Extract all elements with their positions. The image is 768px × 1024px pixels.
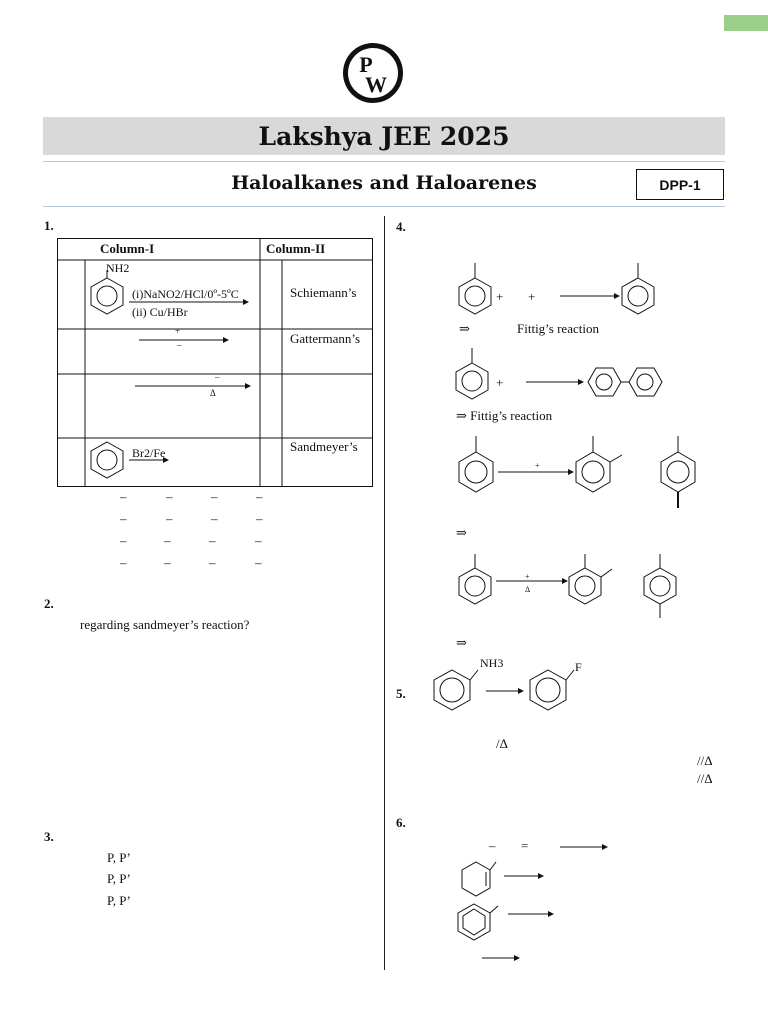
q1-number: 1. <box>44 218 54 233</box>
chapter-title: Haloalkanes and Haloarenes <box>231 172 537 194</box>
svg-text:W: W <box>365 72 387 97</box>
q4-plus-2: + <box>528 289 536 304</box>
divider-top <box>43 161 725 162</box>
q4-number: 4. <box>396 219 406 234</box>
q5-option-3: //Δ <box>697 771 713 786</box>
q1-opt2-d1: – <box>120 511 127 526</box>
pw-logo <box>342 42 404 104</box>
q1-opt4-d4: – <box>255 555 262 570</box>
q1-opt1-d4: – <box>256 489 263 504</box>
corner-tag <box>724 15 768 31</box>
q1-col1-header: Column-I <box>100 241 155 256</box>
q1-opt3-d2: – <box>164 533 171 548</box>
q5-number: 5. <box>396 686 406 701</box>
q6-dash: – <box>489 838 496 853</box>
q4-reaction-schemes <box>440 255 730 635</box>
q4-fittig-1: Fittig’s reaction <box>517 321 599 336</box>
q4-implies-1: ⇒ <box>459 321 470 336</box>
q4-mark-delta: Δ <box>525 585 531 594</box>
q1-opt3-d4: – <box>255 533 262 548</box>
q1-opt3-d3: – <box>209 533 216 548</box>
column-divider <box>384 216 385 970</box>
q2-text: regarding sandmeyer’s reaction? <box>80 617 250 632</box>
q3-line-2: P, P’ <box>107 871 131 886</box>
q1-opt1-d2: – <box>166 489 173 504</box>
q5-option-2: //Δ <box>697 753 713 768</box>
divider-bottom <box>43 206 725 207</box>
q2-number: 2. <box>44 596 54 611</box>
q6-equals: = <box>521 838 529 853</box>
q6-reactions <box>452 836 622 970</box>
page-title: Lakshya JEE 2025 <box>258 121 510 151</box>
q1-opt2-d2: – <box>166 511 173 526</box>
q1-opt2-d3: – <box>211 511 218 526</box>
q1-reagent-2: (ii) Cu/HBr <box>132 305 188 319</box>
q1-col2-item-2: Gattermann’s <box>290 331 361 346</box>
dpp-badge: DPP-1 <box>636 169 724 200</box>
q1-col2-item-1: Schiemann’s <box>290 285 357 300</box>
q4-plus-3: + <box>496 375 504 390</box>
q4-implies-2: ⇒ <box>456 525 467 540</box>
q1-col2-item-4: Sandmeyer’s <box>290 439 358 454</box>
q5-f: F <box>575 660 582 674</box>
q3-number: 3. <box>44 829 54 844</box>
q1-opt2-d4: – <box>256 511 263 526</box>
q1-reagent-1: (i)NaNO2/HCl/0º-5ºC <box>132 287 239 301</box>
q3-line-3: P, P’ <box>107 893 131 908</box>
svg-text:P: P <box>359 52 373 77</box>
q4-fittig-2: ⇒ Fittig’s reaction <box>456 408 553 423</box>
q4-plus-1: + <box>496 289 504 304</box>
q1-opt1-d1: – <box>120 489 127 504</box>
q1-opt1-d3: – <box>211 489 218 504</box>
q1-opt3-d1: – <box>120 533 127 548</box>
q1-row2-mark-bottom: – <box>177 340 182 350</box>
q5-option-1: /Δ <box>496 736 508 751</box>
q1-nh2-label: NH2 <box>106 261 130 275</box>
q1-row2-mark-top: + <box>175 326 181 336</box>
q1-opt4-d3: – <box>209 555 216 570</box>
q4-mark-plus-2: + <box>525 572 530 581</box>
q4-mark-plus-1: + <box>535 461 540 470</box>
q3-line-1: P, P’ <box>107 850 131 865</box>
q1-row3-mark-top: – <box>215 372 220 382</box>
q4-implies-3: ⇒ <box>456 635 467 650</box>
q1-opt4-d2: – <box>164 555 171 570</box>
title-band <box>43 117 725 155</box>
q1-row4-reagent: Br2/Fe <box>132 446 166 460</box>
q6-number: 6. <box>396 815 406 830</box>
q1-col2-header: Column-II <box>266 241 326 256</box>
q1-row3-mark-bottom: Δ <box>210 388 216 398</box>
q1-opt4-d1: – <box>120 555 127 570</box>
q5-nh3: NH3 <box>480 656 504 670</box>
